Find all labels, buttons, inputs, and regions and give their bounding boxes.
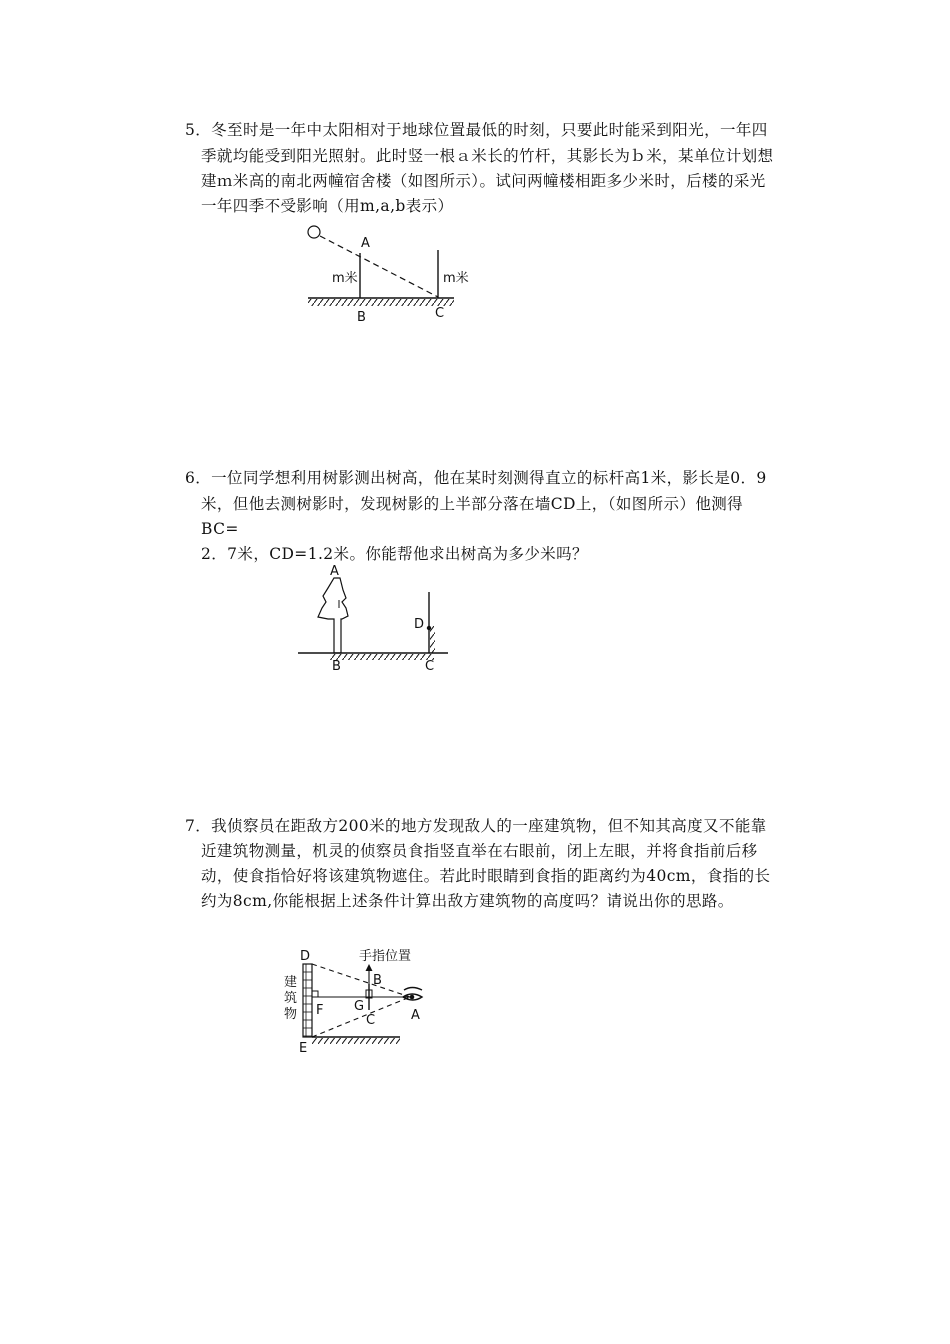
label-f: F (316, 1003, 324, 1018)
label-building-1: 建 (284, 975, 298, 990)
point-d (427, 626, 431, 630)
sight-line-top (312, 964, 410, 997)
label-building-3: 物 (284, 1007, 298, 1022)
tree-icon (318, 578, 348, 653)
sun-icon (308, 226, 320, 238)
problem-6-line-1: 6．一位同学想利用树影测出树高，他在某时刻测得直立的标杆高1米，影长是0．9 (185, 469, 767, 487)
label-finger-position: 手指位置 (359, 949, 412, 964)
ground-hatch (330, 654, 434, 660)
label-a: A (330, 564, 339, 579)
wall-hatch (430, 626, 435, 653)
problem-7-figure (270, 940, 450, 1056)
problem-7-line-3: 动，使食指恰好将该建筑物遮住。若此时眼睛到食指的距离约为40cm，食指的长 (201, 867, 771, 885)
problem-6-line-2: 米，但他去测树影时，发现树影的上半部分落在墙CD上，（如图所示）他测得 (201, 495, 744, 513)
label-b: B (332, 659, 341, 674)
label-building-2: 筑 (284, 991, 298, 1006)
label-d: D (414, 617, 425, 632)
problem-6-line-4: 2．7米，CD=1.2米。你能帮他求出树高为多少米吗？ (201, 545, 588, 563)
problem-6-figure (290, 562, 460, 682)
label-c: C (366, 1013, 376, 1028)
right-angle-mark (312, 991, 318, 997)
problem-5-line-4: 一年四季不受影响（用m,a,b表示） (201, 197, 454, 215)
label-b: B (373, 973, 382, 988)
label-a: A (361, 236, 370, 251)
problem-5-line-3: 建ｍ米高的南北两幢宿舍楼（如图所示）。试问两幢楼相距多少米时，后楼的采光 (201, 172, 766, 190)
problem-7-line-2: 近建筑物测量，机灵的侦察员食指竖直举在右眼前，闭上左眼，并将食指前后移 (201, 842, 758, 860)
up-arrow-icon (366, 964, 373, 971)
label-g: G (354, 999, 365, 1014)
ground-hatch (312, 1038, 400, 1044)
ground-hatch (308, 299, 454, 306)
eye-pupil (410, 995, 415, 1000)
problem-6-line-3: BC= (201, 520, 239, 538)
label-m-left: m米 (332, 271, 358, 286)
label-b: B (357, 310, 366, 325)
label-a: A (411, 1008, 420, 1023)
problem-5-line-1: 5．冬至时是一年中太阳相对于地球位置最低的时刻，只要此时能采到阳光，一年四 (185, 121, 768, 139)
sun-ray-line (320, 236, 438, 297)
label-c: C (425, 659, 435, 674)
problem-5-figure (290, 215, 490, 330)
problem-7-line-4: 约为8cm,你能根据上述条件计算出敌方建筑物的高度吗？请说出你的思路。 (201, 892, 734, 910)
building-wall (303, 964, 312, 1037)
label-e: E (299, 1041, 308, 1056)
problem-5-line-2: 季就均能受到阳光照射。此时竖一根ａ米长的竹杆，其影长为ｂ米，某单位计划想 (201, 147, 774, 165)
label-m-right: m米 (443, 271, 469, 286)
label-c: C (435, 306, 445, 321)
label-d: D (300, 949, 311, 964)
problem-7-line-1: 7．我侦察员在距敌方200米的地方发现敌人的一座建筑物，但不知其高度又不能靠 (185, 817, 767, 835)
